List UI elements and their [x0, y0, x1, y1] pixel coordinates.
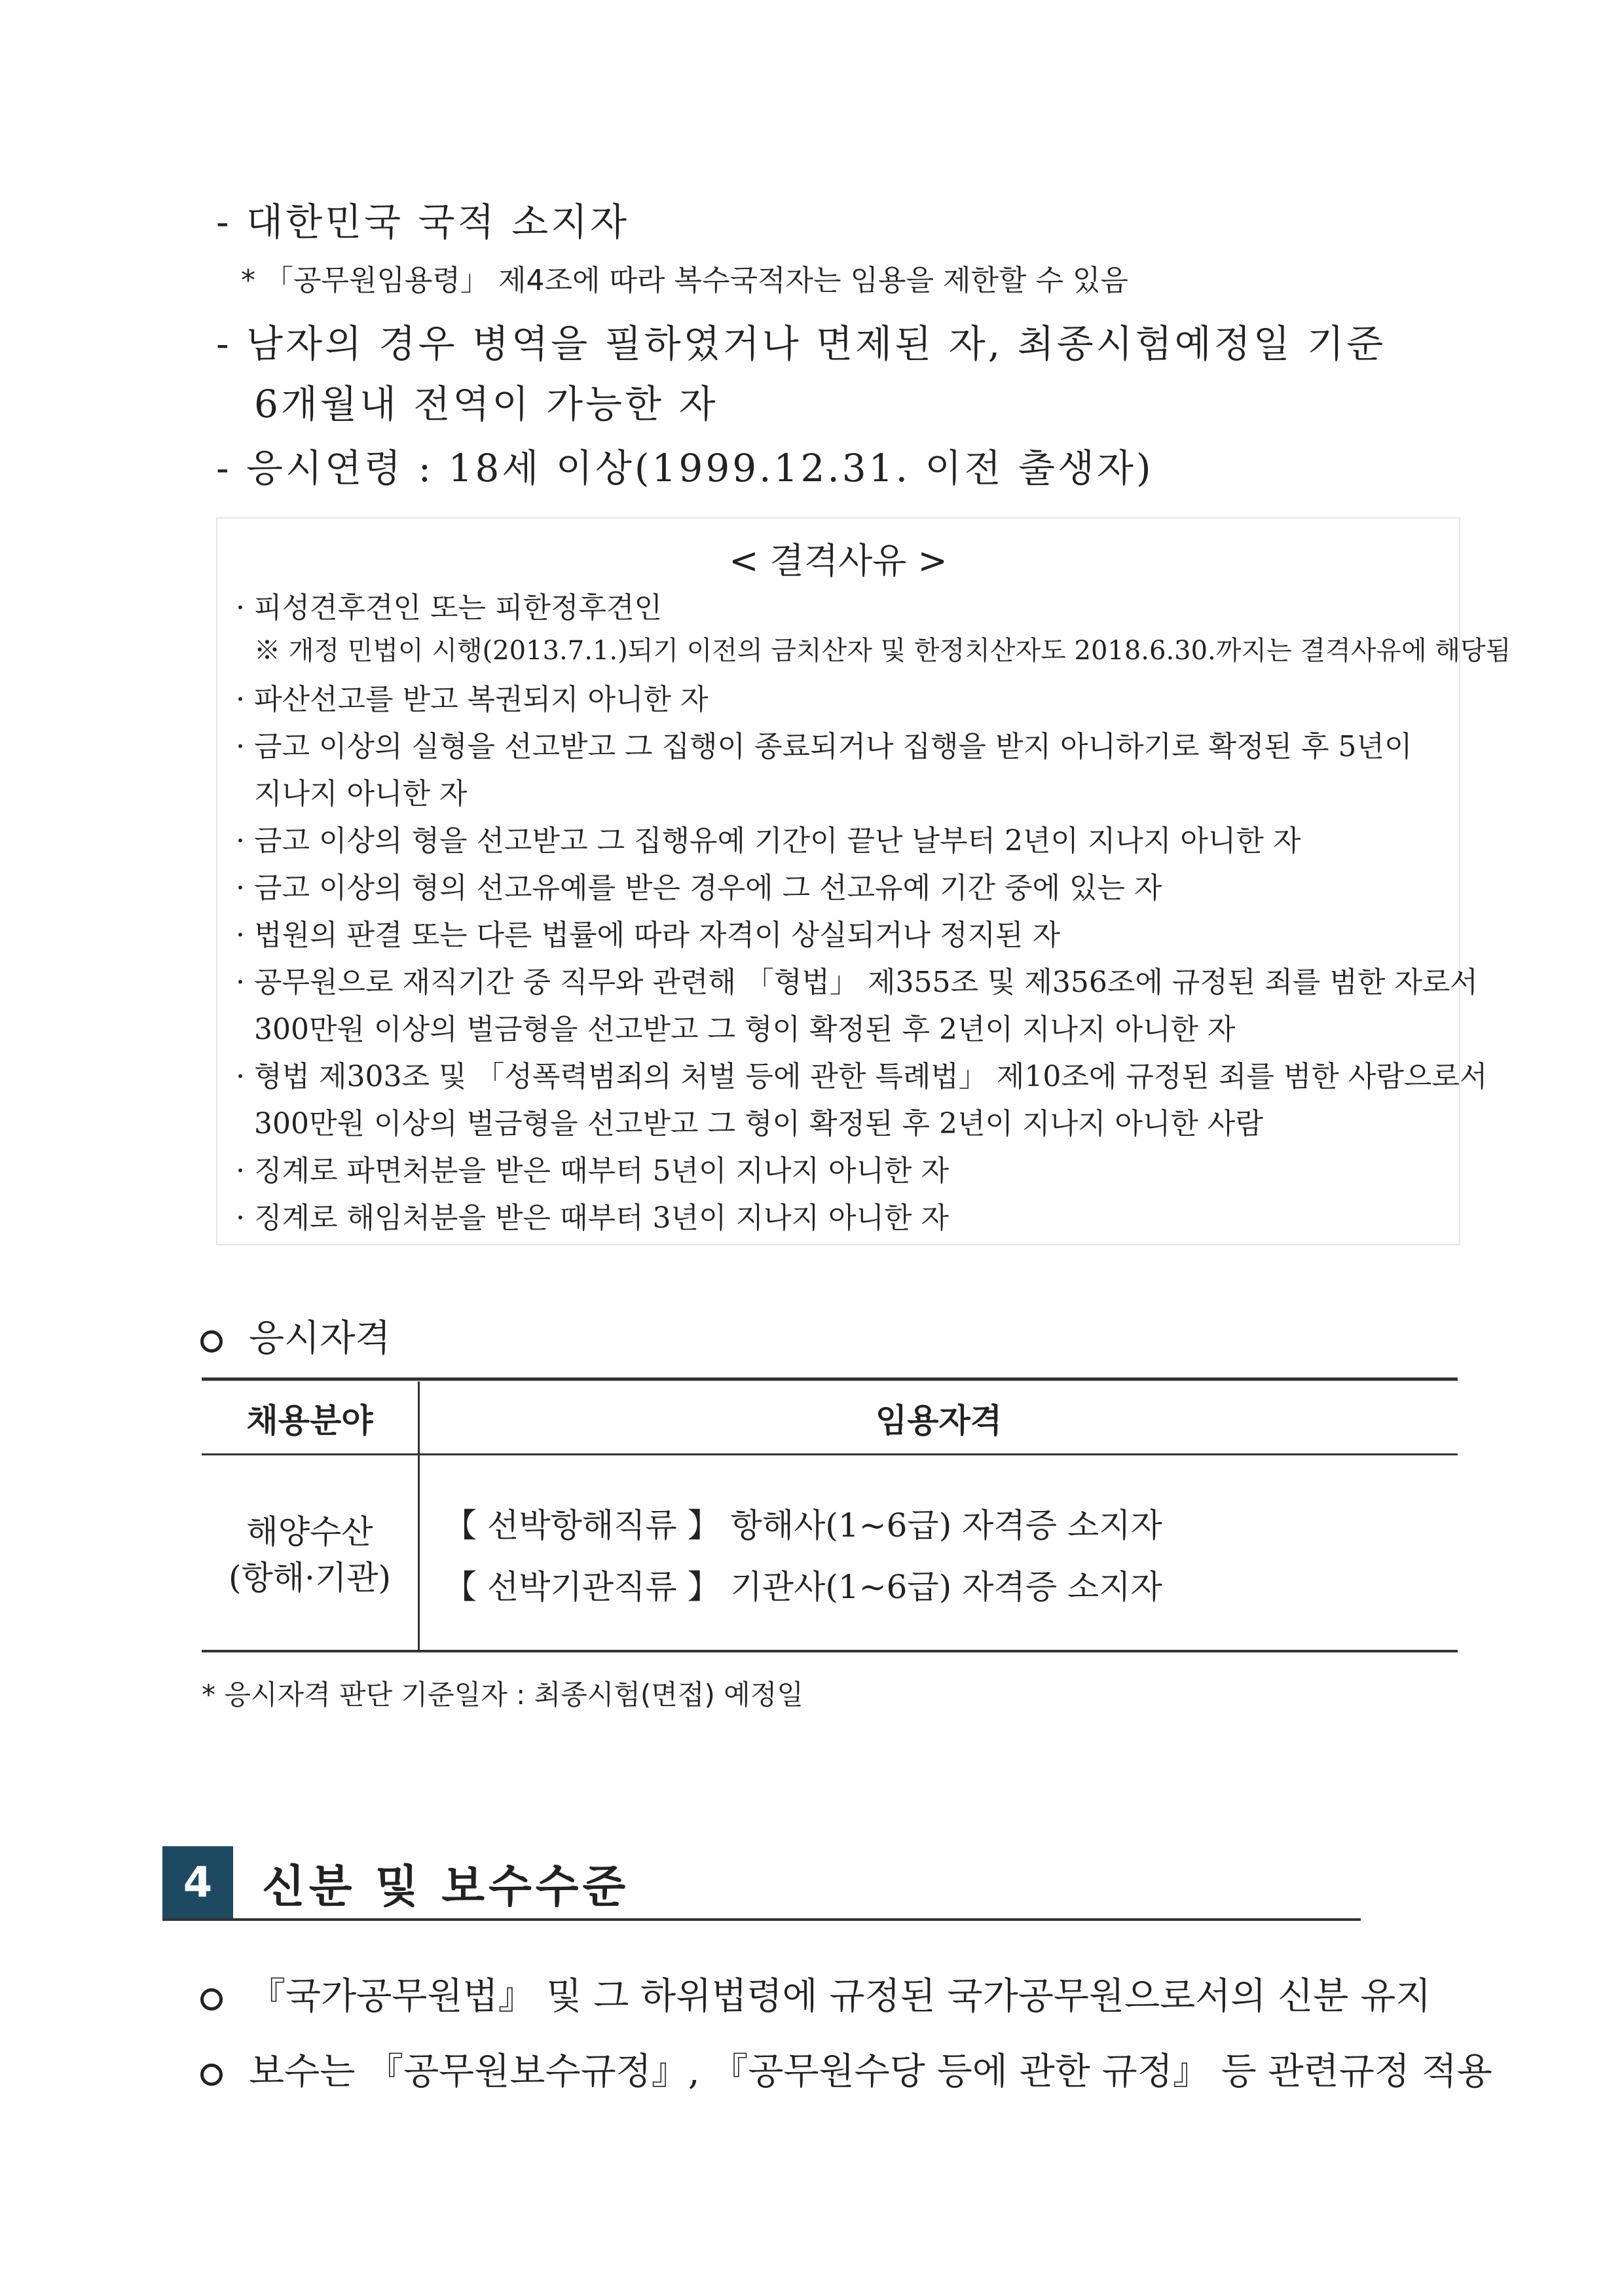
qualification-footnote: * 응시자격 판단 기준일자 : 최종시험(면접) 예정일	[202, 1679, 803, 1711]
col-header-field: 채용분야	[246, 1402, 373, 1440]
disqualification-title: < 결격사유 >	[729, 540, 948, 581]
section-title: 신분 및 보수수준	[262, 1861, 630, 1913]
section-number-badge: 4	[162, 1846, 233, 1920]
disq-line: · 형법 제303조 및 「성폭력범죄의 처벌 등에 관한 특례법」 제10조에 규정된 죄를 범한 사람으로서	[236, 1060, 1488, 1093]
section4-para1-text: 『국가공무원법』 및 그 하위법령에 규정된 국가공무원으로서의 신분 유지	[249, 1975, 1431, 2018]
disq-line: · 금고 이상의 실형을 선고받고 그 집행이 종료되거나 집행을 받지 아니하기로 확정된 후 5년이	[236, 730, 1412, 763]
table-top-rule	[202, 1377, 1458, 1381]
req-nationality-note: * 「공무원임용령」 제4조에 따라 복수국적자는 임용을 제한할 수 있음	[241, 264, 1128, 297]
req-age: - 응시연령 : 18세 이상(1999.12.31. 이전 출생자)	[216, 446, 1154, 490]
req-military-line2: 6개월내 전역이 가능한 자	[254, 382, 718, 426]
qualification-heading-text: 응시자격	[249, 1317, 391, 1360]
disq-line: · 파산선고를 받고 복권되지 아니한 자	[236, 683, 709, 716]
qualification-row-navigation: 【 선박항해직류 】 항해사(1~6급) 자격증 소지자	[444, 1506, 1162, 1544]
qualification-row-engine: 【 선박기관직류 】 기관사(1~6급) 자격증 소지자	[444, 1568, 1162, 1606]
section4-para2	[200, 2043, 1492, 2095]
section-title-rule	[162, 1918, 1361, 1921]
field-cell-line2: (항해·기관)	[228, 1559, 392, 1597]
disq-line-cont: 지나지 아니한 자	[254, 777, 468, 811]
section4-para2-text: 보수는 『공무원보수규정』, 『공무원수당 등에 관한 규정』 등 관련규정 적용	[249, 2050, 1492, 2093]
disq-note: ※ 개정 민법이 시행(2013.7.1.)되기 이전의 금치산자 및 한정치산자도 2018.6.30.까지는 결격사유에 해당됨	[254, 636, 1511, 666]
disqualification-box	[216, 517, 1511, 1245]
disq-line-cont: 300만원 이상의 벌금형을 선고받고 그 형이 확정된 후 2년이 지나지 아니한 자	[254, 1013, 1236, 1046]
disq-line: · 금고 이상의 형을 선고받고 그 집행유예 기간이 끝난 날부터 2년이 지나지 아니한 자	[236, 824, 1301, 858]
qualification-heading	[200, 1309, 390, 1362]
disq-line-cont: 300만원 이상의 벌금형을 선고받고 그 형이 확정된 후 2년이 지나지 아니한 사람	[254, 1107, 1263, 1140]
circle-bullet-icon	[200, 1988, 223, 2011]
table-header-rule	[202, 1453, 1458, 1455]
field-cell-line1: 해양수산	[246, 1513, 373, 1551]
disq-line: · 법원의 판결 또는 다른 법률에 따라 자격이 상실되거나 정지된 자	[236, 919, 1060, 952]
col-header-qualification: 임용자격	[875, 1402, 1003, 1440]
disq-line: · 금고 이상의 형의 선고유예를 받은 경우에 그 선고유예 기간 중에 있는 자	[236, 871, 1162, 905]
circle-bullet-icon	[200, 2064, 223, 2086]
disq-line: · 징계로 해임처분을 받은 때부터 3년이 지나지 아니한 자	[236, 1201, 949, 1235]
disq-line: · 공무원으로 재직기간 중 직무와 관련해 「형법」 제355조 및 제356조에 규정된 죄를 범한 자로서	[236, 966, 1478, 999]
table-bottom-rule	[202, 1650, 1458, 1652]
section4-para1	[200, 1967, 1431, 2020]
qualification-table	[202, 1377, 1458, 1652]
req-military-line1: - 남자의 경우 병역을 필하였거나 면제된 자, 최종시험예정일 기준	[216, 321, 1386, 366]
req-nationality: - 대한민국 국적 소지자	[216, 200, 630, 244]
circle-bullet-icon	[200, 1330, 223, 1353]
disq-line: · 징계로 파면처분을 받은 때부터 5년이 지나지 아니한 자	[236, 1154, 949, 1188]
disq-line: · 피성견후견인 또는 피한정후견인	[236, 591, 662, 625]
